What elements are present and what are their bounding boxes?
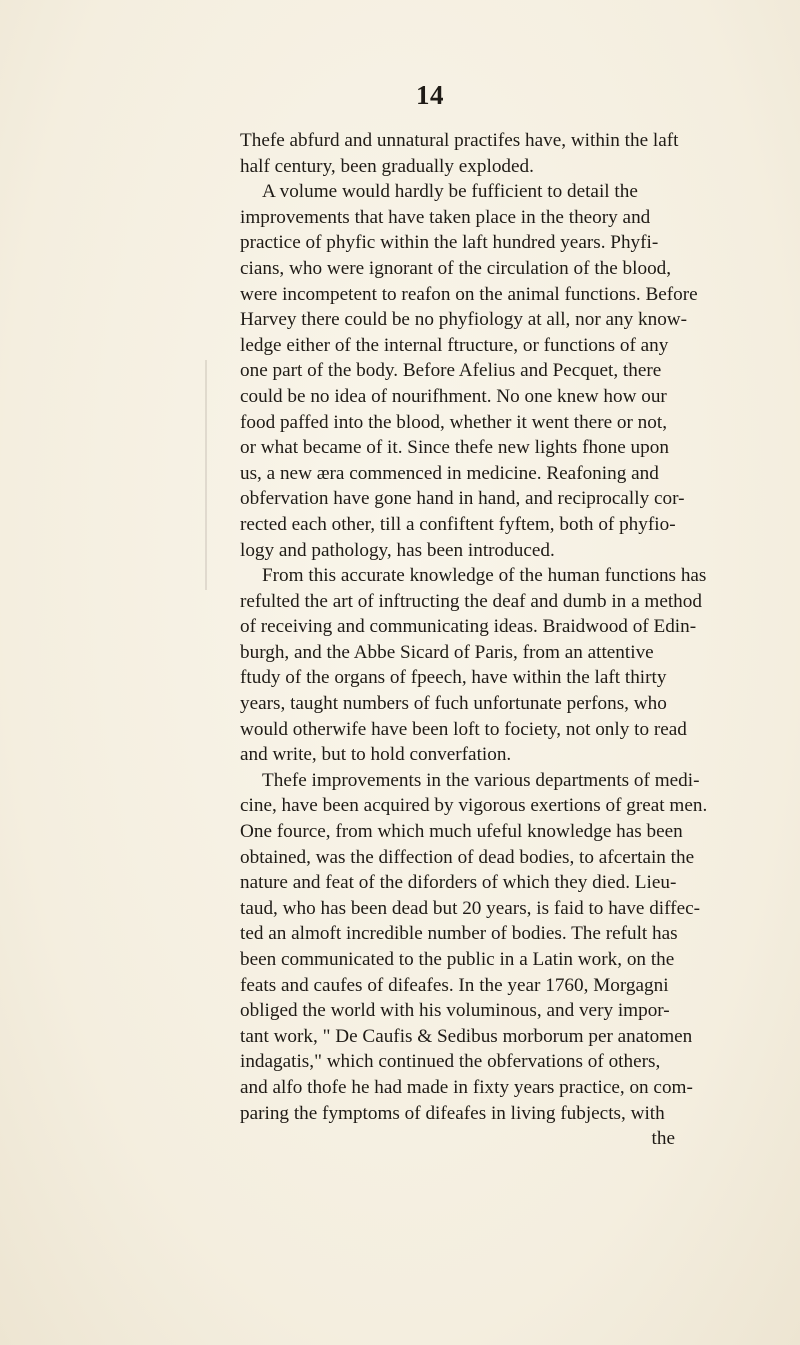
text-line: been communicated to the public in a Latin work, on the <box>240 949 675 970</box>
text-line: One fource, from which much ufeful knowledge has been <box>240 821 683 843</box>
text-line: and alfo thofe he had made in fixty years practice, on com- <box>240 1076 693 1098</box>
text-line: would otherwife have been loft to fociety, not only to read <box>240 718 687 740</box>
text-line: A volume would hardly be fufficient to detail the <box>262 181 638 203</box>
pencil-mark <box>205 360 207 590</box>
text-line: obtained, was the diffection of dead bodies, to afcertain the <box>240 846 695 868</box>
text-line: ftudy of the organs of fpeech, have within the laft thirty <box>240 667 667 689</box>
text-line: rected each other, till a confiftent fyftem, both of phyfio- <box>240 513 676 535</box>
text-line: practice of phyfic within the laft hundred years. Phyfi- <box>240 232 659 254</box>
text-line: cine, have been acquired by vigorous exertions of great men. <box>240 795 708 817</box>
text-line: ledge either of the internal ftructure, or functions of any <box>240 334 669 356</box>
page-number: 14 <box>416 80 444 110</box>
text-line: us, a new æra commenced in medicine. Reafoning and <box>240 462 659 484</box>
text-line: tant work, " De Caufis & Sedibus morborum per anatomen <box>240 1025 693 1047</box>
text-line: burgh, and the Abbe Sicard of Paris, from an attentive <box>240 641 654 663</box>
text-line: food paffed into the blood, whether it went there or not, <box>240 411 667 433</box>
text-line: refulted the art of inftructing the deaf and dumb in a method <box>240 590 702 612</box>
text-line: ted an almoft incredible number of bodies. The refult has <box>240 923 678 945</box>
text-line: Thefe improvements in the various departments of medi- <box>262 769 700 791</box>
text-line: From this accurate knowledge of the human functions has <box>262 565 707 587</box>
text-line: logy and pathology, has been introduced. <box>240 539 555 561</box>
text-line: Harvey there could be no phyfiology at all, nor any know- <box>240 309 688 331</box>
text-line: half century, been gradually exploded. <box>240 155 534 177</box>
text-line: nature and feat of the diforders of which they died. Lieu- <box>240 872 677 894</box>
text-line: cians, who were ignorant of the circulation of the blood, <box>240 257 672 279</box>
text-line: taud, who has been dead but 20 years, is faid to have diffec- <box>240 897 700 919</box>
text-line: could be no idea of nourifhment. No one knew how our <box>240 385 667 407</box>
text-line: or what became of it. Since thefe new lights fhone upon <box>240 437 669 459</box>
text-line: one part of the body. Before Afelius and Pecquet, there <box>240 360 662 382</box>
catchword: the <box>651 1128 675 1150</box>
text-line: obliged the world with his voluminous, and very impor- <box>240 1000 670 1022</box>
text-line: and write, but to hold converfation. <box>240 744 512 766</box>
text-line: obfervation have gone hand in hand, and reciprocally cor- <box>240 488 685 510</box>
text-line: paring the fymptoms of difeafes in living fubjects, with <box>240 1102 665 1124</box>
text-line: Thefe abfurd and unnatural practifes have, within the laft <box>240 130 679 151</box>
text-line: years, taught numbers of fuch unfortunate perfons, who <box>240 693 667 715</box>
body-text <box>240 128 800 1152</box>
text-line: were incompetent to reafon on the animal functions. Before <box>240 283 698 305</box>
text-line: indagatis," which continued the obfervations of others, <box>240 1051 661 1073</box>
text-line: feats and caufes of difeafes. In the year 1760, Morgagni <box>240 974 669 996</box>
text-line: improvements that have taken place in the theory and <box>240 206 651 228</box>
text-line: of receiving and communicating ideas. Braidwood of Edin- <box>240 616 697 638</box>
